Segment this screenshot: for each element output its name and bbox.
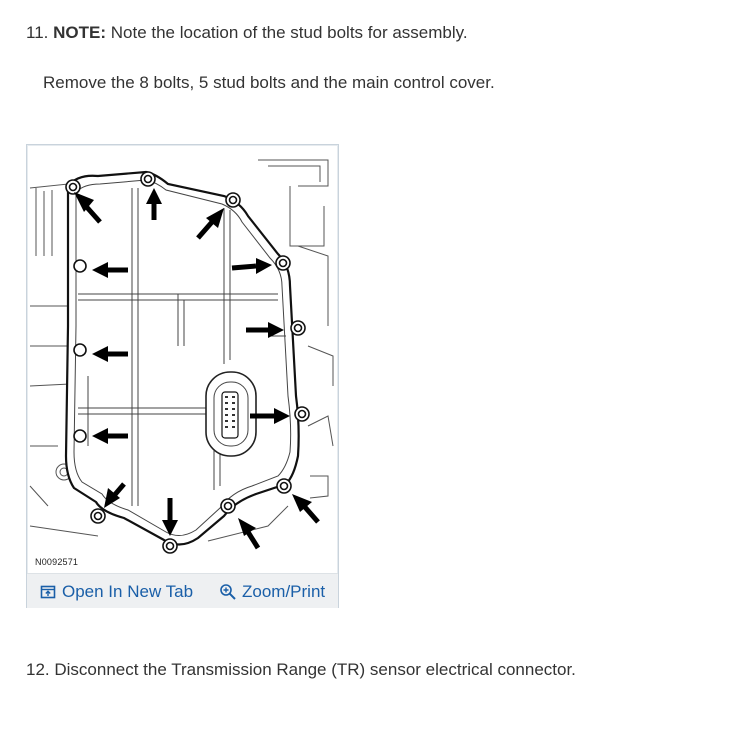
zoom-print-label: Zoom/Print — [242, 582, 326, 601]
step-number: 11. — [26, 23, 49, 42]
zoom-print-link[interactable] — [219, 581, 325, 603]
figure-card — [26, 144, 339, 608]
main-control-cover-diagram — [28, 146, 339, 556]
note-text: Note the location of the stud bolts for assembly. — [110, 23, 468, 42]
figure-toolbar — [27, 573, 338, 608]
open-in-new-tab-label: Open In New Tab — [62, 582, 194, 601]
open-in-new-tab-icon — [39, 583, 57, 601]
step-11-note — [26, 22, 468, 44]
zoom-in-icon — [219, 583, 237, 601]
open-in-new-tab-link[interactable] — [39, 581, 193, 603]
note-label: NOTE: — [53, 23, 106, 42]
figure-id-label: N0092571 — [35, 557, 79, 567]
step-11-instruction: Remove the 8 bolts, 5 stud bolts and the main control cover. — [43, 73, 495, 92]
step-12-text: 12. Disconnect the Transmission Range (TR) sensor electrical connector. — [26, 660, 576, 679]
